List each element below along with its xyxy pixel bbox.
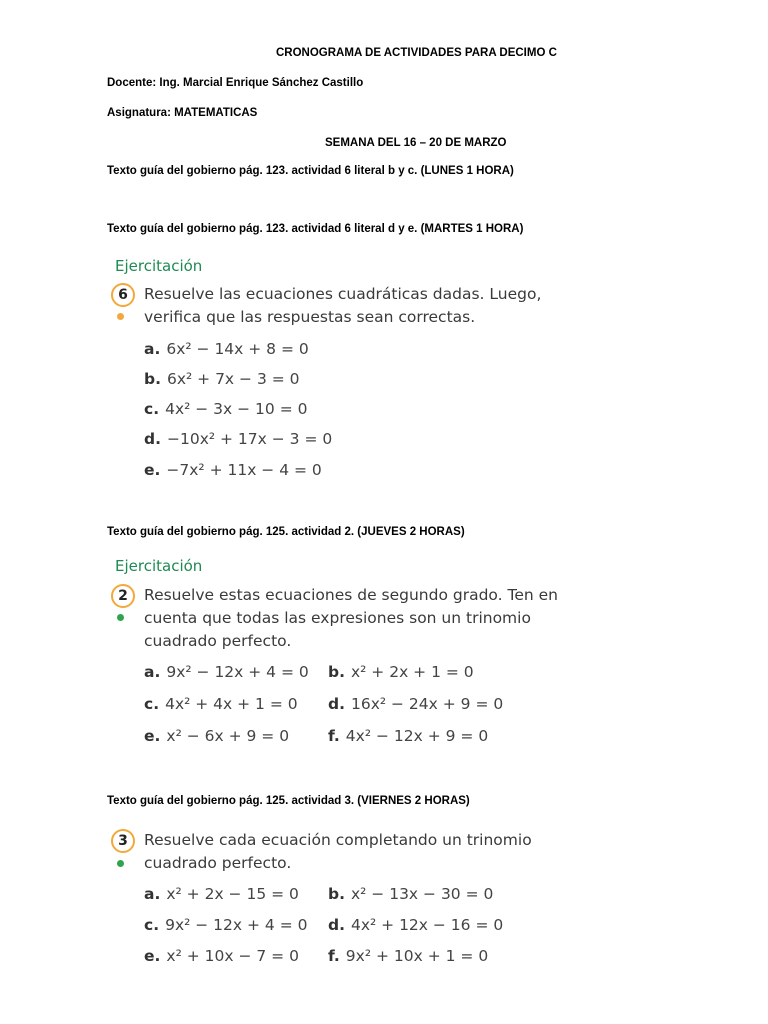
item-label: b. [328,663,345,681]
item-label: a. [144,340,161,358]
equation: 9x² − 12x + 4 = 0 [166,663,309,681]
equation: x² + 2x + 1 = 0 [350,663,474,681]
equation: 9x² − 12x + 4 = 0 [165,916,308,934]
document-title: CRONOGRAMA DE ACTIVIDADES PARA DECIMO C [276,47,557,59]
equation: 4x² − 12x + 9 = 0 [345,727,489,745]
equation: −7x² + 11x − 4 = 0 [166,461,322,479]
equation: 4x² + 12x − 16 = 0 [350,916,504,934]
item-label: c. [144,400,160,418]
item-label: b. [144,370,161,388]
equation-item [144,695,298,713]
item-label: d. [328,916,345,934]
exercise-instruction: cuenta que todas las expresiones son un trinomio [144,609,531,627]
item-label: f. [328,947,340,965]
equation-item [328,695,503,713]
equation: x² + 2x − 15 = 0 [166,885,299,903]
equation-item [144,340,309,358]
exercise-instruction: Resuelve cada ecuación completando un trinomio [144,831,532,849]
equation-item [144,885,299,903]
equation-item [144,370,300,388]
equation: x² − 6x + 9 = 0 [166,727,290,745]
exercise-instruction: Resuelve las ecuaciones cuadráticas dadas. Luego, [144,285,542,303]
section-title: Ejercitación [115,557,203,575]
docente-line: Docente: Ing. Marcial Enrique Sánchez Castillo [107,77,364,89]
exercise-instruction: cuadrado perfecto. [144,854,292,872]
item-label: b. [328,885,345,903]
equation-item [328,947,488,965]
equation-item [328,916,503,934]
equation: 16x² − 24x + 9 = 0 [350,695,504,713]
orange-dot-icon [117,313,124,320]
equation: 6x² + 7x − 3 = 0 [166,370,300,388]
equation-item [144,430,332,448]
item-label: d. [144,430,161,448]
equation: 4x² + 4x + 1 = 0 [165,695,298,713]
equation: x² − 13x − 30 = 0 [350,885,494,903]
equation-item [144,916,307,934]
asignatura-line: Asignatura: MATEMATICAS [107,107,258,119]
exercise-instruction: verifica que las respuestas sean correctas. [144,308,476,326]
item-label: a. [144,663,161,681]
exercise-number-badge: 6 [111,283,135,307]
equation: x² + 10x − 7 = 0 [166,947,299,965]
item-label: e. [144,947,161,965]
equation: 6x² − 14x + 8 = 0 [166,340,309,358]
exercise-number-badge: 2 [111,584,135,608]
equation-item [144,400,307,418]
equation-item [144,663,309,681]
task-line: Texto guía del gobierno pág. 125. actividad 3. (VIERNES 2 HORAS) [107,795,470,807]
item-label: e. [144,727,161,745]
equation-item [144,727,289,745]
task-line: Texto guía del gobierno pág. 125. actividad 2. (JUEVES 2 HORAS) [107,526,465,538]
green-dot-icon [117,614,124,621]
item-label: e. [144,461,161,479]
semana-line: SEMANA DEL 16 – 20 DE MARZO [325,137,507,149]
exercise-number-badge: 3 [111,829,135,853]
exercise-instruction: cuadrado perfecto. [144,632,292,650]
task-line: Texto guía del gobierno pág. 123. actividad 6 literal d y e. (MARTES 1 HORA) [107,223,524,235]
task-line: Texto guía del gobierno pág. 123. actividad 6 literal b y c. (LUNES 1 HORA) [107,165,514,177]
equation-item [144,947,299,965]
equation-item [328,663,474,681]
equation-item [328,885,493,903]
equation: −10x² + 17x − 3 = 0 [166,430,333,448]
item-label: c. [144,695,160,713]
exercise-instruction: Resuelve estas ecuaciones de segundo grado. Ten en [144,586,558,604]
item-label: d. [328,695,345,713]
equation-item [144,461,322,479]
item-label: f. [328,727,340,745]
equation-item [328,727,488,745]
equation: 9x² + 10x + 1 = 0 [345,947,489,965]
equation: 4x² − 3x − 10 = 0 [165,400,308,418]
green-dot-icon [117,860,124,867]
item-label: c. [144,916,160,934]
section-title: Ejercitación [115,257,203,275]
item-label: a. [144,885,161,903]
